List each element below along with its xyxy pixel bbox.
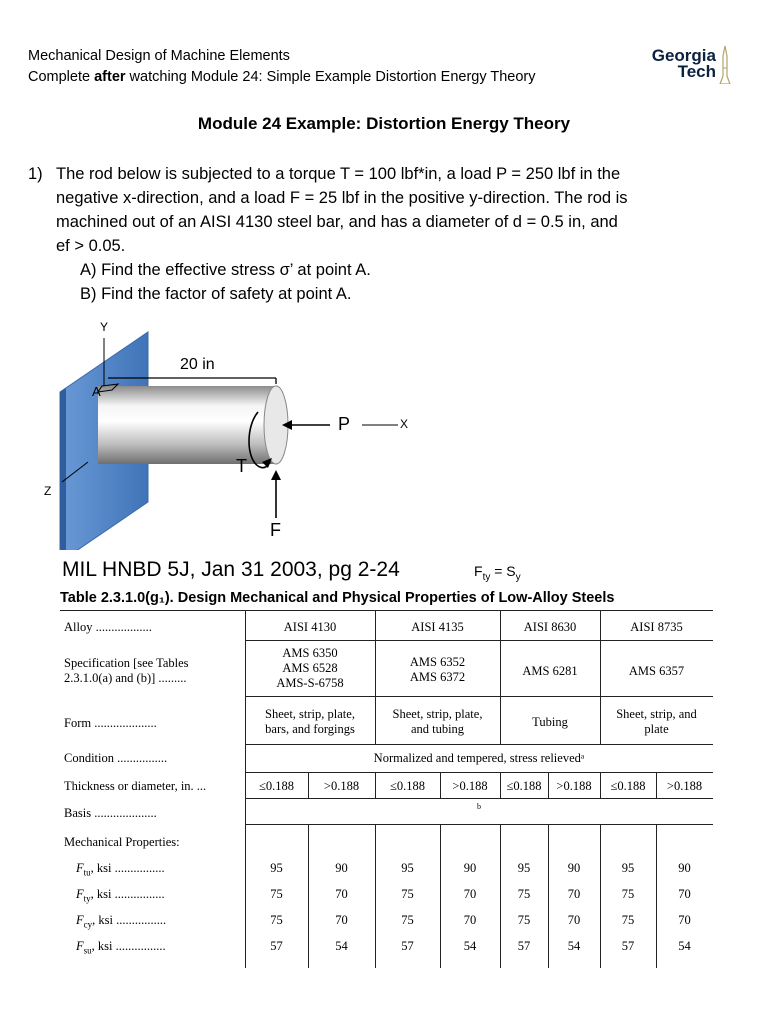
problem-line: ef > 0.05. [56,237,126,255]
problem-line: negative x-direction, and a load F = 25 lbf in the positive y-direction. The rod is [56,189,628,207]
value-cell-ftu: 90 [567,861,581,875]
value-cell-ftu: 95 [401,861,414,875]
load-f-label: F [270,520,281,540]
page-title: Module 24 Example: Distortion Energy Theory [197,114,571,133]
y-axis-label: Y [100,320,109,334]
spec-cell: AMS 6281 [522,664,578,678]
label-condition: Condition ................ [64,751,168,765]
length-label: 20 in [180,356,215,373]
condition-cell: Normalized and tempered, stress relievedᵃ [373,751,585,765]
value-cell-ftu: 90 [678,861,691,875]
thickness-cell: ≤0.188 [390,779,425,793]
georgia-tech-logo: Georgia Tech [636,46,736,86]
label-fty: $F_{ty}$, ksi ................ [76,887,165,904]
load-p-label: P [338,414,351,434]
label-ftu: $F_{tu}$, ksi ................ [76,861,165,878]
value-cell-fty: 70 [567,887,581,901]
course-title: Mechanical Design of Machine Elements [28,48,290,64]
thickness-cell: >0.188 [556,779,592,793]
alloy-header: AISI 8735 [630,620,683,634]
value-cell-fsu: 57 [401,939,414,953]
alloy-header: AISI 4135 [411,620,464,634]
z-axis-label: Z [44,484,52,498]
value-cell-fsu: 54 [335,939,348,953]
problem-number: 1) [28,165,43,183]
value-cell-fcy: 70 [678,913,691,927]
value-cell-fty: 75 [270,887,283,901]
thickness-cell: ≤0.188 [610,779,646,793]
label-alloy: Alloy .................. [64,620,152,634]
value-cell-fcy: 75 [621,913,635,927]
value-cell-ftu: 90 [463,861,477,875]
value-cell-fsu: 57 [270,939,283,953]
instructions-line: Complete after watching Module 24: Simple Example Distortion Energy Theory [28,69,536,85]
alloy-header: AISI 4130 [283,620,337,634]
value-cell-fsu: 57 [621,939,635,953]
spec-cell: AMS 6350 AMS 6528 AMS-S-6758 [276,646,344,690]
torque-t-label: T [236,456,247,476]
thickness-cell: >0.188 [666,779,703,793]
value-cell-fty: 70 [678,887,691,901]
x-axis-label: X [400,417,409,431]
value-cell-fcy: 70 [335,913,348,927]
label-fcy: $F_{cy}$, ksi ................ [76,913,167,930]
basis-cell: b [477,802,481,811]
label-basis: Basis .................... [64,806,157,820]
spec-cell: AMS 6357 [628,664,685,678]
table-title: Table 2.3.1.0(g₁). Design Mechanical and Physical Properties of Low-Alloy Steels [60,590,615,606]
value-cell-fsu: 54 [567,939,581,953]
value-cell-ftu: 95 [270,861,283,875]
point-a-label: A [92,384,101,399]
alloy-header: AISI 8630 [523,620,577,634]
form-cell: Tubing [532,715,568,729]
thickness-cell: ≤0.188 [506,779,542,793]
value-cell-fcy: 70 [567,913,581,927]
label-specification: Specification [see Tables [64,656,189,670]
value-cell-fcy: 75 [401,913,414,927]
spec-cell: AMS 6352 AMS 6372 [409,655,466,684]
thickness-cell: ≤0.188 [259,779,294,793]
value-cell-fty: 70 [335,887,348,901]
value-cell-fty: 75 [517,887,531,901]
question-b: B) Find the factor of safety at point A. [80,285,352,303]
form-cell: Sheet, strip, plate, bars, and forgings [265,707,355,736]
question-a: A) Find the effective stress σ’ at point A. [80,261,371,279]
form-cell: Sheet, strip, and plate [616,707,697,736]
yield-relation: $F_{ty} = S_y$ [474,563,521,583]
label-thickness: Thickness or diameter, in. ... [64,779,207,793]
value-cell-ftu: 95 [621,861,635,875]
value-cell-fcy: 75 [517,913,531,927]
value-cell-fsu: 54 [463,939,477,953]
thickness-cell: >0.188 [323,779,360,793]
value-cell-ftu: 95 [517,861,531,875]
value-cell-fcy: 75 [270,913,283,927]
value-cell-fty: 75 [621,887,635,901]
value-cell-fsu: 54 [678,939,691,953]
form-cell: Sheet, strip, plate, and tubing [392,707,483,736]
problem-line: The rod below is subjected to a torque T = 100 lbf*in, a load P = 250 lbf in the [56,165,621,183]
value-cell-fsu: 57 [517,939,531,953]
label-fsu: $F_{su}$, ksi ................ [76,939,166,956]
thickness-cell: >0.188 [452,779,488,793]
label-form: Form .................... [64,716,157,730]
value-cell-fcy: 70 [463,913,477,927]
label-mechanical-properties: Mechanical Properties: [64,835,180,849]
value-cell-ftu: 90 [335,861,348,875]
problem-line: machined out of an AISI 4130 steel bar, and has a diameter of d = 0.5 in, and [56,213,618,231]
value-cell-fty: 70 [463,887,477,901]
value-cell-fty: 75 [401,887,414,901]
label-specification-2: 2.3.1.0(a) and (b)] ......... [64,671,187,685]
source-citation: MIL HNBD 5J, Jan 31 2003, pg 2-24 [62,558,400,581]
